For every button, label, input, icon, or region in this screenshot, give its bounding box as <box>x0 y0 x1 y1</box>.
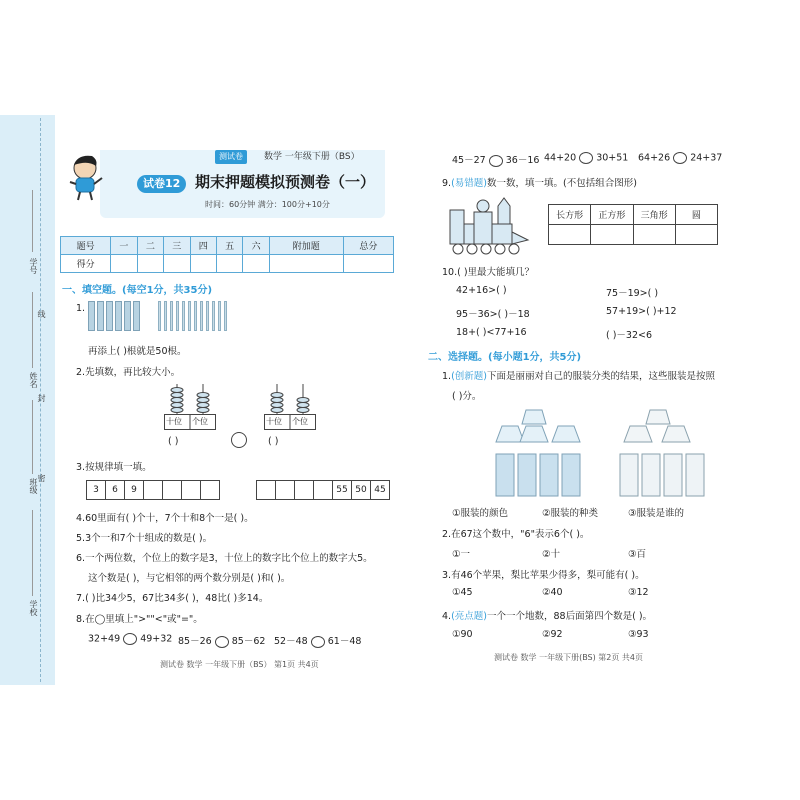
abacus-ones-label: 个位 <box>192 417 208 426</box>
page-footer-right: 测试卷 数学 一年级下册(BS) 第2页 共4页 <box>494 653 644 662</box>
q1-number: 1. <box>76 303 86 314</box>
compare-circle[interactable] <box>673 152 687 164</box>
subject-label: 数学 一年级下册（BS） <box>264 152 360 162</box>
score-cell[interactable] <box>190 255 216 273</box>
exam-meta: 时间：60分钟 满分：100分+10分 <box>205 200 330 209</box>
score-cell[interactable] <box>343 255 393 273</box>
score-table <box>60 236 394 273</box>
shape-count-cell[interactable] <box>633 225 675 245</box>
abacus-answer-blank[interactable]: ( ) <box>168 436 179 447</box>
cmp-item <box>452 152 539 167</box>
c3-option[interactable]: ②40 <box>542 587 563 598</box>
expr-right: 49+32 <box>140 633 173 645</box>
q7-text: 7.( )比34少5，67比34多( )，48比( )多14。 <box>76 593 269 604</box>
sequence-left <box>86 480 219 500</box>
student-no-line <box>32 190 33 252</box>
class-label: 班级 <box>29 478 38 494</box>
expr-right: 24+37 <box>690 152 723 164</box>
bundle-icon <box>133 301 140 331</box>
q6-text-b: 这个数是( )，与它相邻的两个数分别是( )和( )。 <box>88 573 291 584</box>
cmp-item <box>544 152 628 164</box>
q2-text: 2.先填数，再比较大小。 <box>76 367 181 378</box>
score-head: 三 <box>164 237 190 255</box>
c1-option[interactable]: ②服装的种类 <box>542 508 599 519</box>
c2-option[interactable]: ①一 <box>452 549 471 560</box>
block-train-illustration <box>448 196 534 256</box>
q3-text: 3.按规律填一填。 <box>76 462 152 473</box>
seq-cell[interactable] <box>313 480 333 500</box>
expr-right: 30+51 <box>596 152 629 164</box>
c1-option[interactable]: ③服装是谁的 <box>628 508 685 519</box>
c2-option[interactable]: ②十 <box>542 549 561 560</box>
cut-mark: 线 <box>37 310 46 318</box>
name-line <box>32 292 33 368</box>
compare-circle[interactable] <box>579 152 593 164</box>
shape-head: 长方形 <box>549 205 591 225</box>
student-no-label: 学号 <box>29 258 38 274</box>
q8-text: 8.在◯里填上">""<"或"="。 <box>76 614 203 625</box>
seq-cell[interactable] <box>256 480 276 500</box>
score-head: 五 <box>216 237 242 255</box>
seq-cell[interactable] <box>275 480 295 500</box>
stick-icon <box>218 301 221 331</box>
c4-option[interactable]: ①90 <box>452 629 473 640</box>
c1-text-2: ( )分。 <box>452 391 482 402</box>
subject-tab: 测试卷 <box>215 150 247 164</box>
secret-mark: 密 <box>37 474 46 482</box>
score-row-label: 得分 <box>61 255 111 273</box>
bundle-icon <box>106 301 113 331</box>
shape-head: 圆 <box>675 205 717 225</box>
expr-right: 36－16 <box>505 155 540 166</box>
score-cell[interactable] <box>164 255 190 273</box>
page-footer-left: 测试卷 数学 一年级下册（BS） 第1页 共4页 <box>160 660 319 669</box>
stick-icon <box>182 301 185 331</box>
q5-text: 5.3个一和7个十组成的数是( )。 <box>76 533 213 544</box>
q1-text: 再添上( )根就是50根。 <box>88 346 187 357</box>
stick-icon <box>176 301 179 331</box>
q9-text <box>442 175 637 189</box>
seq-cell: 9 <box>124 480 144 500</box>
stick-icon <box>200 301 203 331</box>
abacus-ones-label: 个位 <box>292 417 308 426</box>
class-line <box>32 400 33 474</box>
q10-item: 75－19>( ) <box>606 288 659 299</box>
seq-cell: 6 <box>105 480 125 500</box>
score-cell[interactable] <box>137 255 163 273</box>
seq-cell: 45 <box>370 480 390 500</box>
q9-number: 9. <box>442 178 452 189</box>
school-line <box>32 510 33 596</box>
stick-icon <box>164 301 167 331</box>
score-cell[interactable] <box>269 255 343 273</box>
q9-body: 数一数，填一填。(不包括组合图形) <box>487 178 637 189</box>
bundle-icon <box>124 301 131 331</box>
bundle-icon <box>97 301 104 331</box>
seal-mark: 封 <box>37 394 46 402</box>
expr-left: 44+20 <box>544 152 577 164</box>
shape-head: 正方形 <box>591 205 633 225</box>
expr-left: 85－26 <box>178 636 212 647</box>
c4-body: 一个一个地数，88后面第四个数是( )。 <box>487 611 653 622</box>
q10-item: 18+( )<77+16 <box>456 327 527 338</box>
shape-count-cell[interactable] <box>591 225 633 245</box>
abacus-tens-label: 十位 <box>166 417 182 426</box>
expr-left: 64+26 <box>638 152 671 164</box>
cartoon-boy-icon <box>62 152 108 202</box>
stick-icon <box>194 301 197 331</box>
c2-text: 2.在67这个数中，"6"表示6个( )。 <box>442 529 590 540</box>
c1-option[interactable]: ①服装的颜色 <box>452 508 509 519</box>
section-choice: 二、选择题。(每小题1分，共5分) <box>428 352 582 363</box>
c2-option[interactable]: ③百 <box>628 549 647 560</box>
c1-text <box>442 368 715 382</box>
c4-option[interactable]: ③93 <box>628 629 649 640</box>
q10-item: 95－36>( )－18 <box>456 309 530 320</box>
sticks-bundles-illustration <box>88 301 230 334</box>
c1-tag: (创新题) <box>451 371 487 382</box>
c4-text <box>442 608 652 622</box>
stick-icon <box>206 301 209 331</box>
q10-item: ( )－32<6 <box>606 330 653 341</box>
score-head: 附加题 <box>269 237 343 255</box>
q8-item <box>178 633 265 648</box>
score-head: 六 <box>243 237 269 255</box>
q6-text-a: 6.一个两位数，个位上的数字是3，十位上的数字比个位上的数字大5。 <box>76 553 373 564</box>
c4-number: 4. <box>442 611 452 622</box>
seq-cell[interactable] <box>181 480 201 500</box>
seq-cell: 3 <box>86 480 106 500</box>
expr-left: 45－27 <box>452 155 486 166</box>
stick-icon <box>224 301 227 331</box>
abacus-tens-label: 十位 <box>266 417 282 426</box>
q10-item: 57+19>( )+12 <box>606 306 677 317</box>
bundle-icon <box>88 301 95 331</box>
q10-item: 42+16>( ) <box>456 285 507 296</box>
compare-circle[interactable] <box>489 155 503 167</box>
score-head: 一 <box>111 237 137 255</box>
c3-option[interactable]: ③12 <box>628 587 649 598</box>
shape-count-cell[interactable] <box>675 225 717 245</box>
compare-circle[interactable] <box>215 636 229 648</box>
c1-number: 1. <box>442 371 452 382</box>
q8-item <box>88 633 172 645</box>
q10-text: 10.( )里最大能填几？ <box>442 267 535 278</box>
seq-cell: 55 <box>332 480 352 500</box>
c1-body: 下面是丽丽对自己的服装分类的结果，这些服装是按照 <box>487 371 716 382</box>
shape-count-table <box>548 204 718 245</box>
score-cell[interactable] <box>216 255 242 273</box>
c3-text: 3.有46个苹果，梨比苹果少得多，梨可能有( )。 <box>442 570 645 581</box>
clothes-group-2-illustration <box>612 406 716 498</box>
score-head: 题号 <box>61 237 111 255</box>
q4-text: 4.60里面有( )个十，7个十和8个一是( )。 <box>76 513 254 524</box>
score-head: 四 <box>190 237 216 255</box>
exam-title: 期末押题模拟预测卷（一） <box>195 173 376 191</box>
q9-tag: (易错题) <box>451 178 487 189</box>
sequence-right <box>256 480 389 500</box>
stick-icon <box>170 301 173 331</box>
stick-icon <box>212 301 215 331</box>
bundle-icon <box>115 301 122 331</box>
section-fill-blank: 一、填空题。(每空1分，共35分) <box>62 285 213 296</box>
seq-cell[interactable] <box>162 480 182 500</box>
expr-right: 61－48 <box>327 636 362 647</box>
seq-cell[interactable] <box>294 480 314 500</box>
stick-icon <box>158 301 161 331</box>
shape-head: 三角形 <box>633 205 675 225</box>
clothes-group-1-illustration <box>492 406 596 498</box>
abacus-answer-blank[interactable]: ( ) <box>268 436 279 447</box>
expr-left: 32+49 <box>88 633 121 645</box>
expr-right: 85－62 <box>231 636 266 647</box>
compare-circle[interactable] <box>311 636 325 648</box>
score-cell[interactable] <box>243 255 269 273</box>
q8-item <box>274 633 361 648</box>
score-cell[interactable] <box>111 255 137 273</box>
score-head: 二 <box>137 237 163 255</box>
seq-cell[interactable] <box>200 480 220 500</box>
c3-option[interactable]: ①45 <box>452 587 473 598</box>
school-label: 学校 <box>29 600 38 616</box>
compare-circle[interactable] <box>123 633 137 645</box>
seq-cell[interactable] <box>143 480 163 500</box>
c4-tag: (亮点题) <box>451 611 487 622</box>
expr-left: 52－48 <box>274 636 308 647</box>
name-label: 姓名 <box>29 372 38 388</box>
c4-option[interactable]: ②92 <box>542 629 563 640</box>
cmp-item <box>638 152 722 164</box>
stick-icon <box>188 301 191 331</box>
shape-count-cell[interactable] <box>549 225 591 245</box>
compare-circle[interactable] <box>231 432 247 448</box>
score-head: 总分 <box>343 237 393 255</box>
exam-badge: 试卷12 <box>137 175 186 193</box>
seq-cell: 50 <box>351 480 371 500</box>
